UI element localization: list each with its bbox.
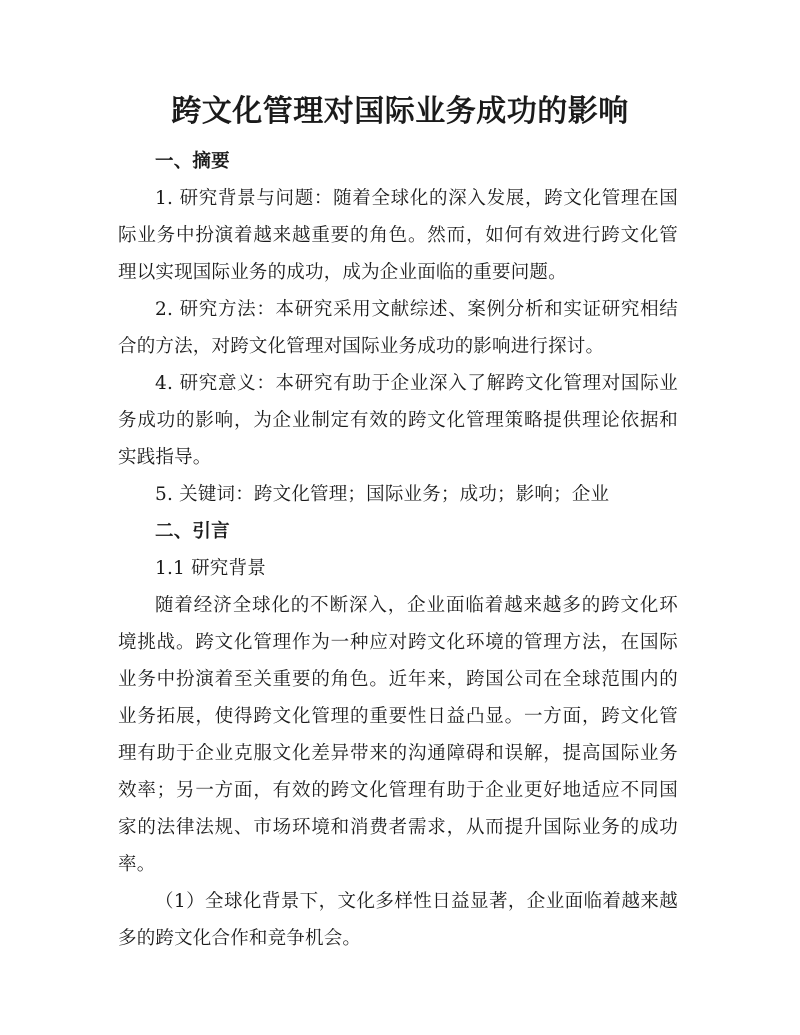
document-title: 跨文化管理对国际业务成功的影响 — [171, 94, 629, 129]
abstract-item-5-keywords: 5. 关键词：跨文化管理；国际业务；成功；影响；企业 — [155, 484, 610, 505]
document-body — [118, 143, 678, 957]
subsection-heading-1-1: 1.1 研究背景 — [155, 558, 266, 579]
abstract-item-1: 1. 研究背景与问题：随着全球化的深入发展，跨文化管理在国际业务中扮演着越来越重要的角色。然而，如何有效进行跨文化管理以实现国际业务的成功，成为企业面临的重要问题。 — [118, 188, 678, 283]
intro-point-1: （1）全球化背景下，文化多样性日益显著，企业面临着越来越多的跨文化合作和竞争机会。 — [118, 891, 678, 949]
intro-paragraph: 随着经济全球化的不断深入，企业面临着越来越多的跨文化环境挑战。跨文化管理作为一种应对跨文化环境的管理方法，在国际业务中扮演着至关重要的角色。近年来，跨国公司在全球范围内的业务拓展，使得跨文化管理的重要性日益凸显。一方面，跨文化管理有助于企业克服文化差异带来的沟通障碍和误解，提高国际业务效率；另一方面，有效的跨文化管理有助于企业更好地适应不同国家的法律法规、市场环境和消费者需求，从而提升国际业务的成功率。 — [118, 595, 678, 875]
abstract-item-2: 2. 研究方法：本研究采用文献综述、案例分析和实证研究相结合的方法，对跨文化管理对国际业务成功的影响进行探讨。 — [118, 299, 678, 357]
abstract-item-4: 4. 研究意义：本研究有助于企业深入了解跨文化管理对国际业务成功的影响，为企业制定有效的跨文化管理策略提供理论依据和实践指导。 — [118, 373, 678, 468]
section-heading-introduction: 二、引言 — [155, 521, 230, 542]
section-heading-abstract: 一、摘要 — [155, 151, 230, 172]
